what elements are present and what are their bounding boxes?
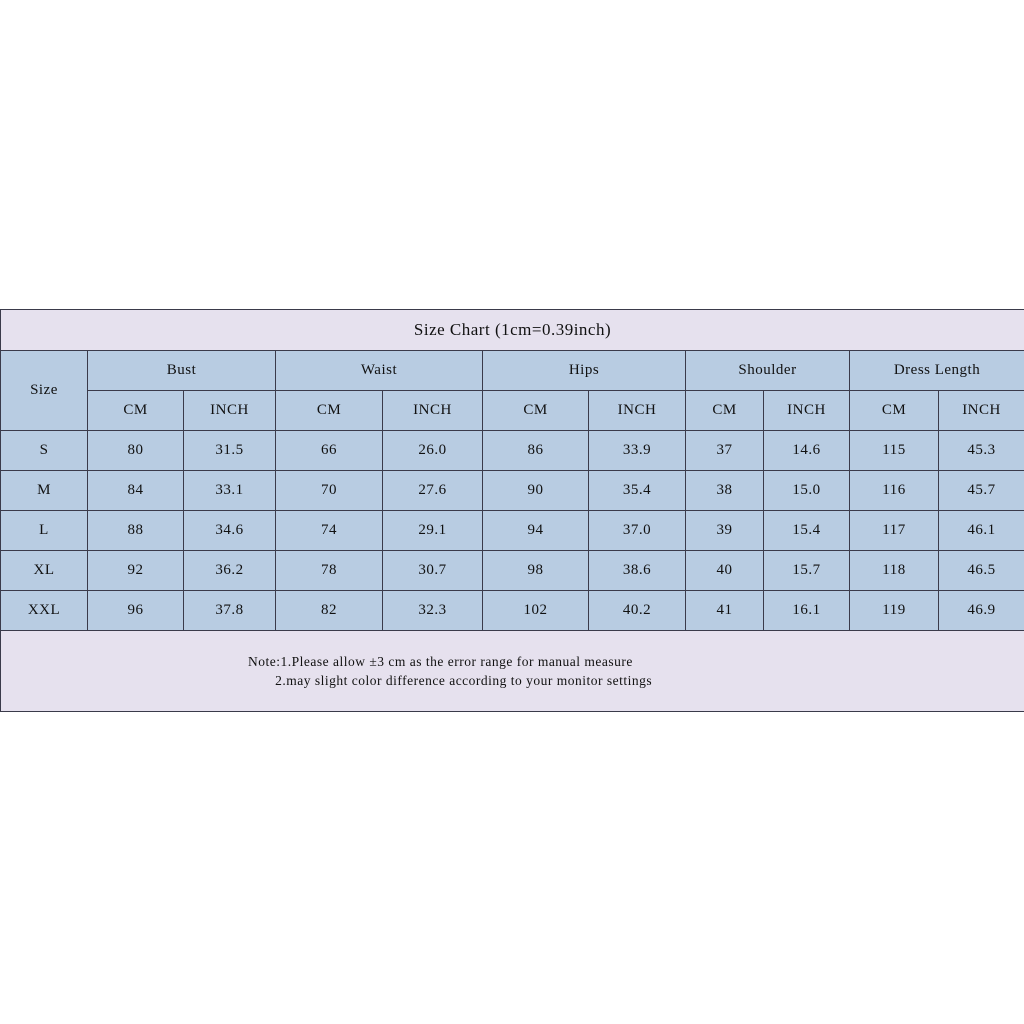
value-cell: 45.7 bbox=[939, 471, 1024, 511]
unit-header-inch: INCH bbox=[939, 391, 1024, 431]
value-cell: 46.1 bbox=[939, 511, 1024, 551]
table-row bbox=[1, 591, 1024, 631]
value-cell: 37.8 bbox=[184, 591, 276, 631]
size-cell: XL bbox=[1, 551, 88, 591]
value-cell: 16.1 bbox=[764, 591, 850, 631]
value-cell: 90 bbox=[483, 471, 589, 511]
value-cell: 35.4 bbox=[589, 471, 686, 511]
value-cell: 88 bbox=[88, 511, 184, 551]
value-cell: 82 bbox=[276, 591, 383, 631]
unit-header-inch: INCH bbox=[184, 391, 276, 431]
table-row bbox=[1, 471, 1024, 511]
value-cell: 118 bbox=[850, 551, 939, 591]
value-cell: 32.3 bbox=[383, 591, 483, 631]
value-cell: 46.5 bbox=[939, 551, 1024, 591]
value-cell: 117 bbox=[850, 511, 939, 551]
size-cell: XXL bbox=[1, 591, 88, 631]
value-cell: 94 bbox=[483, 511, 589, 551]
group-header-dress-length: Dress Length bbox=[850, 351, 1024, 391]
unit-header-row bbox=[1, 391, 1024, 431]
table-row bbox=[1, 431, 1024, 471]
value-cell: 92 bbox=[88, 551, 184, 591]
unit-header-cm: CM bbox=[483, 391, 589, 431]
unit-header-cm: CM bbox=[850, 391, 939, 431]
value-cell: 80 bbox=[88, 431, 184, 471]
group-header-bust: Bust bbox=[88, 351, 276, 391]
value-cell: 27.6 bbox=[383, 471, 483, 511]
group-header-waist: Waist bbox=[276, 351, 483, 391]
value-cell: 15.7 bbox=[764, 551, 850, 591]
value-cell: 14.6 bbox=[764, 431, 850, 471]
value-cell: 33.9 bbox=[589, 431, 686, 471]
value-cell: 102 bbox=[483, 591, 589, 631]
group-header-hips: Hips bbox=[483, 351, 686, 391]
size-chart-table bbox=[0, 309, 1024, 712]
chart-title: Size Chart (1cm=0.39inch) bbox=[1, 310, 1024, 351]
value-cell: 46.9 bbox=[939, 591, 1024, 631]
size-column-header: Size bbox=[1, 351, 88, 431]
table-row bbox=[1, 511, 1024, 551]
value-cell: 78 bbox=[276, 551, 383, 591]
group-header-shoulder: Shoulder bbox=[686, 351, 850, 391]
value-cell: 38 bbox=[686, 471, 764, 511]
size-cell: M bbox=[1, 471, 88, 511]
value-cell: 29.1 bbox=[383, 511, 483, 551]
value-cell: 38.6 bbox=[589, 551, 686, 591]
size-cell: L bbox=[1, 511, 88, 551]
value-cell: 86 bbox=[483, 431, 589, 471]
value-cell: 39 bbox=[686, 511, 764, 551]
value-cell: 37 bbox=[686, 431, 764, 471]
value-cell: 115 bbox=[850, 431, 939, 471]
value-cell: 84 bbox=[88, 471, 184, 511]
value-cell: 15.4 bbox=[764, 511, 850, 551]
notes-cell bbox=[1, 631, 1024, 712]
unit-header-cm: CM bbox=[686, 391, 764, 431]
value-cell: 96 bbox=[88, 591, 184, 631]
group-header-row bbox=[1, 351, 1024, 391]
value-cell: 116 bbox=[850, 471, 939, 511]
value-cell: 30.7 bbox=[383, 551, 483, 591]
value-cell: 74 bbox=[276, 511, 383, 551]
unit-header-cm: CM bbox=[88, 391, 184, 431]
value-cell: 37.0 bbox=[589, 511, 686, 551]
unit-header-inch: INCH bbox=[383, 391, 483, 431]
table-row bbox=[1, 551, 1024, 591]
unit-header-inch: INCH bbox=[764, 391, 850, 431]
value-cell: 119 bbox=[850, 591, 939, 631]
value-cell: 66 bbox=[276, 431, 383, 471]
value-cell: 34.6 bbox=[184, 511, 276, 551]
note-line-2: 2.may slight color difference according to your monitor settings bbox=[248, 673, 653, 688]
value-cell: 15.0 bbox=[764, 471, 850, 511]
value-cell: 45.3 bbox=[939, 431, 1024, 471]
value-cell: 98 bbox=[483, 551, 589, 591]
unit-header-cm: CM bbox=[276, 391, 383, 431]
value-cell: 70 bbox=[276, 471, 383, 511]
unit-header-inch: INCH bbox=[589, 391, 686, 431]
value-cell: 40 bbox=[686, 551, 764, 591]
note-line-1: Note:1.Please allow ±3 cm as the error range for manual measure bbox=[248, 654, 633, 669]
value-cell: 40.2 bbox=[589, 591, 686, 631]
value-cell: 36.2 bbox=[184, 551, 276, 591]
value-cell: 33.1 bbox=[184, 471, 276, 511]
value-cell: 41 bbox=[686, 591, 764, 631]
value-cell: 26.0 bbox=[383, 431, 483, 471]
size-cell: S bbox=[1, 431, 88, 471]
value-cell: 31.5 bbox=[184, 431, 276, 471]
